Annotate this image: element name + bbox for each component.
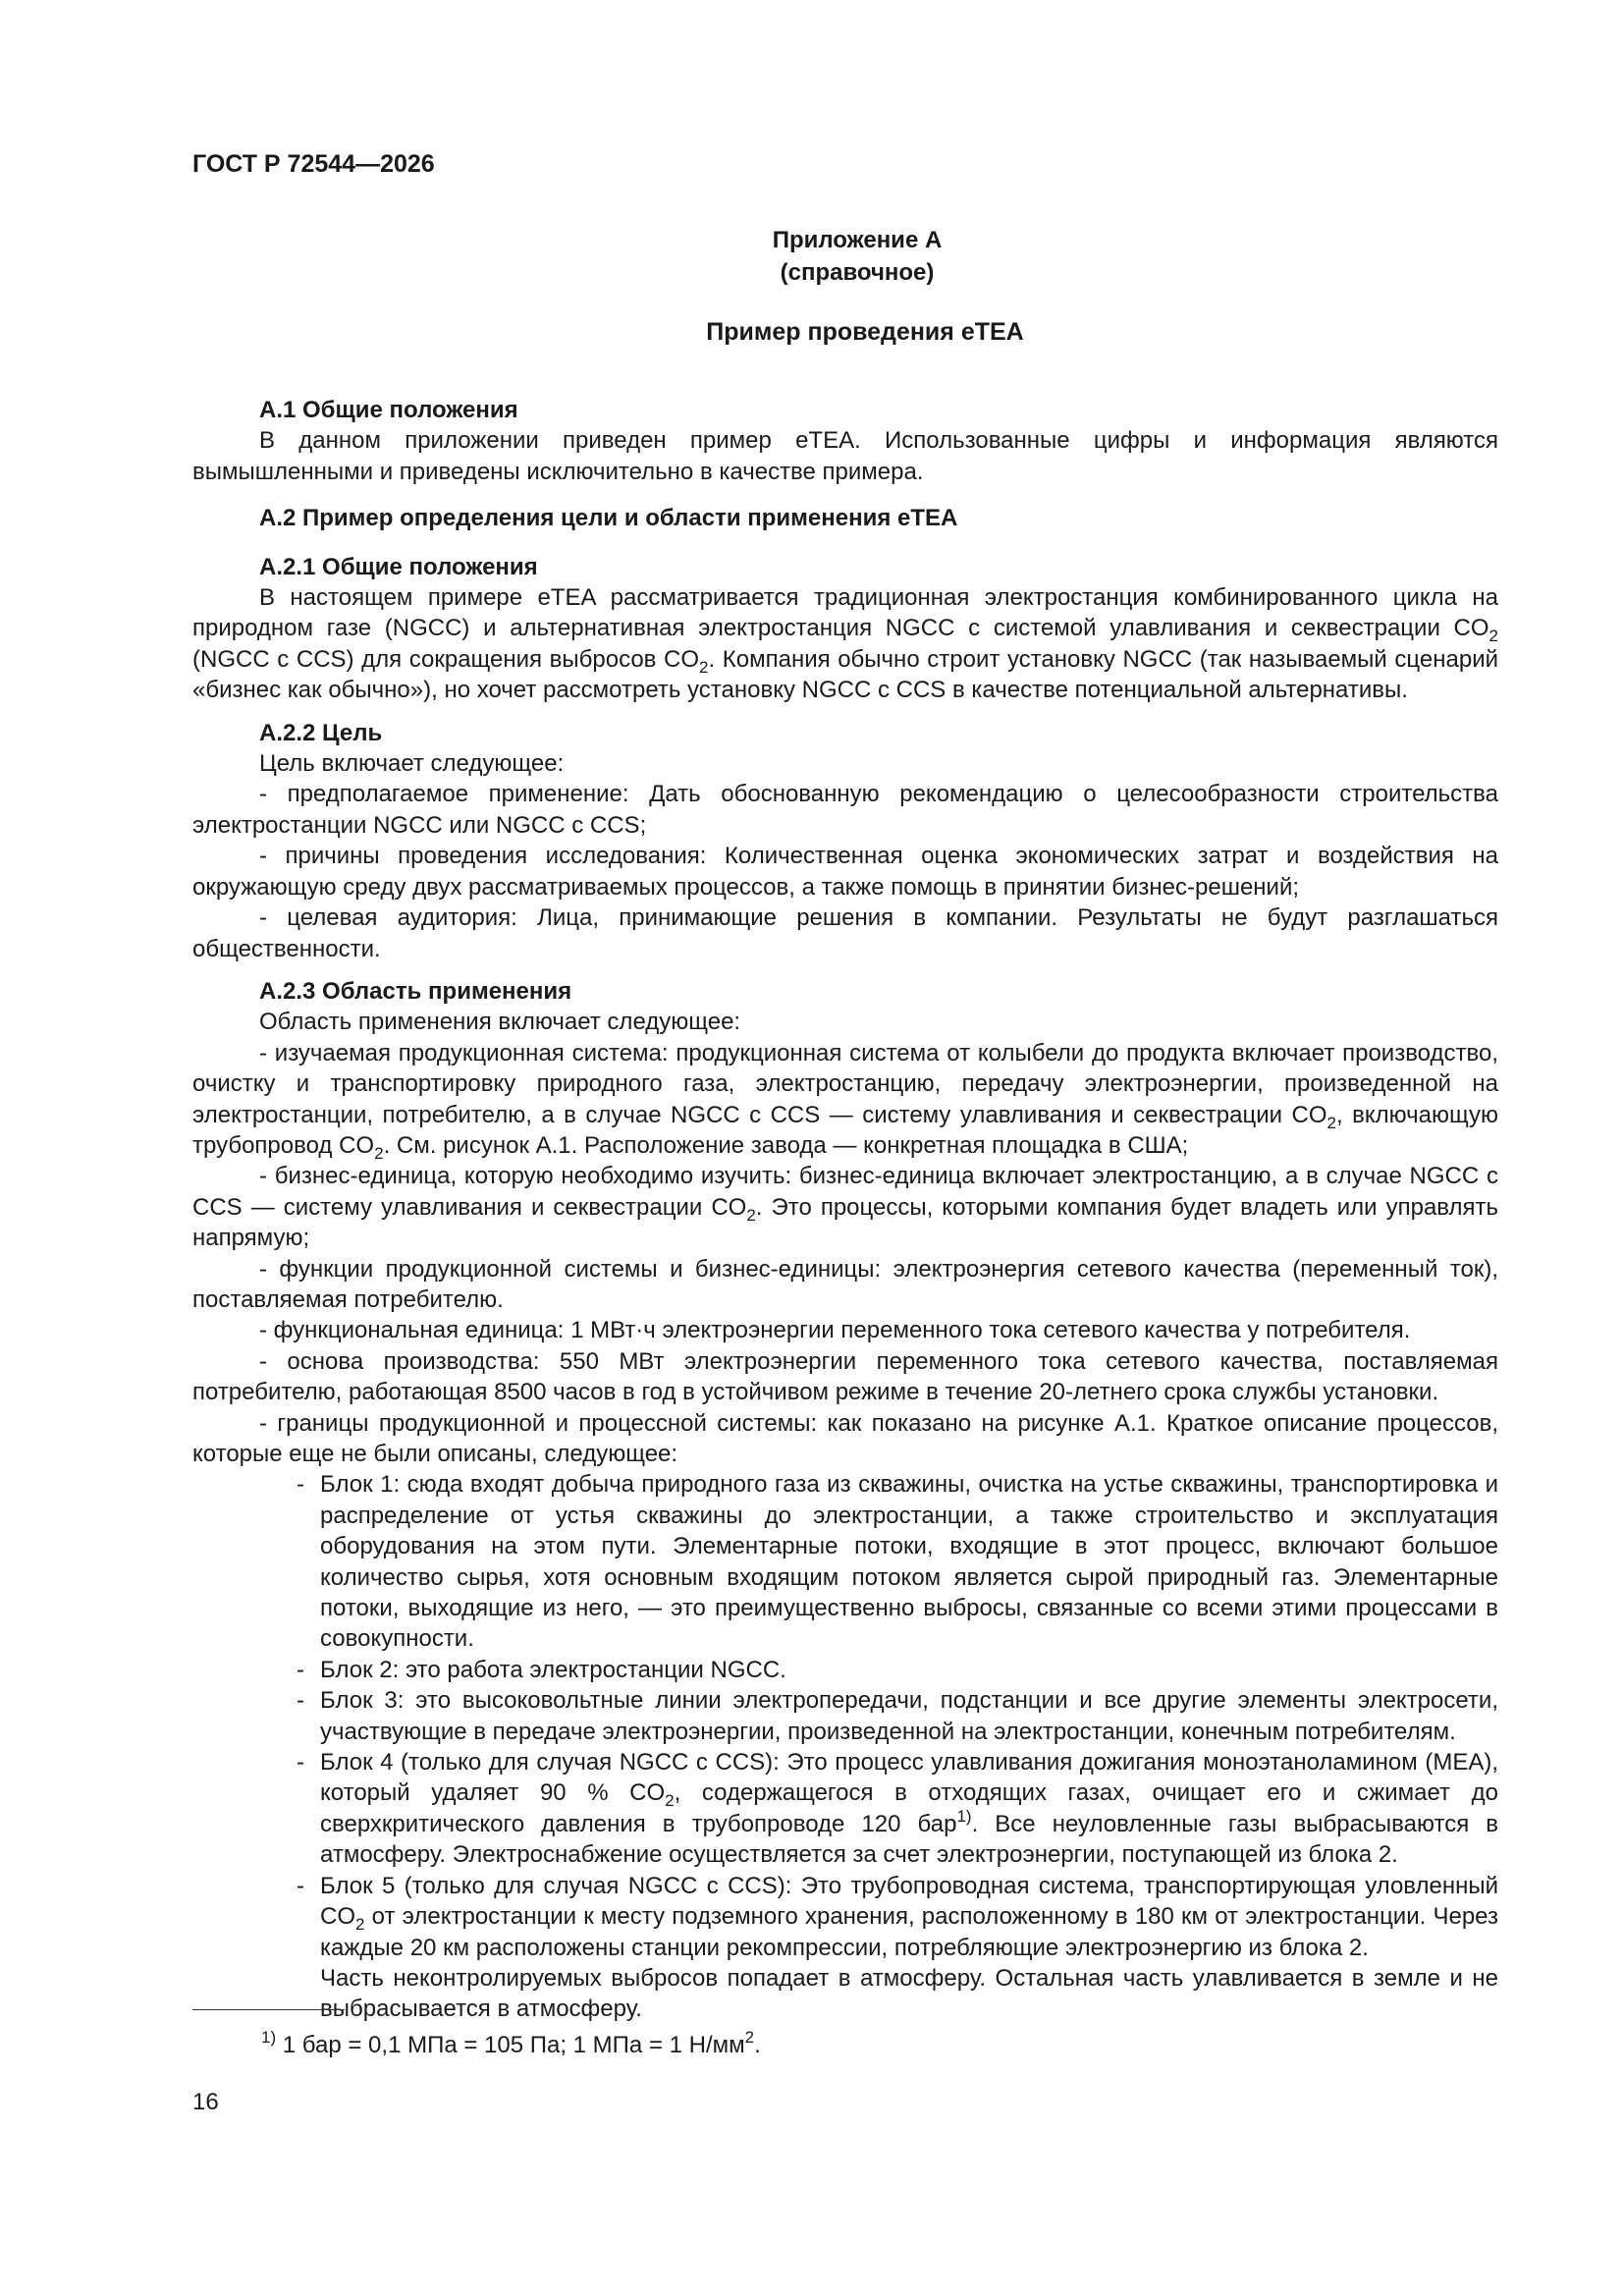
footnote-separator <box>192 2009 345 2010</box>
document-body <box>192 395 1498 2025</box>
block-continuation <box>297 1963 1498 2025</box>
section-a23-intro: Область применения включает следующее: <box>259 1009 741 1036</box>
goal-item: - предполагаемое применение: Дать обоснованную рекомендацию о целесообразности строительства электростанции NGCC или NGCC с CCS; <box>192 781 1498 839</box>
list-dash: - <box>297 1687 304 1715</box>
scope-item: - функции продукционной системы и бизнес-единицы: электроэнергия сетевого качества (переменный ток), поставляемая потребителю. <box>192 1255 1498 1313</box>
list-dash: - <box>297 1749 304 1777</box>
list-dash: - <box>297 1872 304 1899</box>
section-a2-heading: А.2 Пример определения цели и области применения eTEA <box>259 505 958 532</box>
superscript: 2 <box>744 2028 755 2047</box>
text-run: . Компания обычно строит установку NGCC (так называемый сценарий «бизнес как обычно»), но хочет рассмотреть установку NGCC с CCS в качестве потенциальной альтернативы. <box>192 645 1499 704</box>
scope-item: - границы продукционной и процессной системы: как показано на рисунке А.1. Краткое описание процессов, которые еще не были описаны, следующее: <box>192 1409 1498 1467</box>
section-a21-heading: А.2.1 Общие положения <box>259 553 538 580</box>
block-list <box>297 1469 1498 2024</box>
subscript: 2 <box>665 1791 675 1811</box>
text-run: . См. рисунок А.1. Расположение завода — конкретная площадка в США; <box>383 1131 1189 1159</box>
block-text: Блок 1: сюда входят добыча природного газа из скважины, очистка на устье скважины, транспортировка и распределение от устья скважины до электростанции, а также строительство и эксплуатация оборудования на этом пути. Элементарные потоки, входящие в этот процесс, включают большое количество сырья, хотя основным входящим потоком является сырой природный газ. Элементарные потоки, выходящие из него, — это преимущественно выбросы, связанные со всеми этими процессами в совокупности. <box>320 1471 1498 1653</box>
section-a1-text: В данном приложении приведен пример eTEA. Использованные цифры и информация являются вымышленными и приведены исключительно в качестве примера. <box>192 427 1498 485</box>
list-dash: - <box>297 1471 304 1499</box>
page-number: 16 <box>192 2089 219 2115</box>
section-a21-text <box>192 582 1498 706</box>
section-a23-heading: А.2.3 Область применения <box>259 977 572 1005</box>
scope-item <box>192 1038 1498 1162</box>
document-code: ГОСТ Р 72544—2026 <box>192 150 435 178</box>
footnote <box>261 2028 761 2060</box>
subscript: 2 <box>746 1205 756 1225</box>
text-run: . Все неуловленные газы выбрасываются в атмосферу. Электроснабжение осуществляется за счет электроэнергии, поступающей из блока 2. <box>320 1810 1498 1869</box>
footnote-mark: 1) <box>261 2028 277 2047</box>
text-run: Блок 5 (только для случая NGCC с CCS): Это трубопроводная система, транспортирующая уловленный CO <box>320 1872 1498 1931</box>
section-a22-intro: Цель включает следующее: <box>259 750 565 778</box>
text-run: - бизнес-единица, которую необходимо изучить: бизнес-единица включает электростанцию, а в случае NGCC с CCS — систему улавливания и секвестрации CO <box>192 1163 1498 1221</box>
block-item <box>297 1685 1498 1747</box>
text-run: . Это процессы, которыми компания будет владеть или управлять напрямую; <box>192 1193 1498 1252</box>
block-text: Часть неконтролируемых выбросов попадает в атмосферу. Остальная часть улавливается в земле и не выбрасывается в атмосферу. <box>320 1964 1498 2023</box>
subscript: 2 <box>355 1915 365 1935</box>
annex-subtitle: (справочное) <box>780 259 935 286</box>
block-item <box>297 1655 1498 1685</box>
main-title-text: Пример проведения eTEA <box>706 318 1024 346</box>
footnote-text: 1 бар = 0,1 МПа = 105 Па; 1 МПа = 1 Н/мм <box>276 2032 745 2058</box>
subscript: 2 <box>1326 1113 1336 1132</box>
goal-item: - целевая аудитория: Лица, принимающие решения в компании. Результаты не будут разглашаться общественности. <box>192 904 1498 962</box>
list-dash: - <box>297 1656 304 1683</box>
text-run: (NGCC с CCS) для сокращения выбросов CO <box>192 645 700 673</box>
block-item <box>297 1871 1498 1963</box>
subscript: 2 <box>374 1143 384 1163</box>
footnote-reference: 1) <box>956 1806 972 1826</box>
block-text: Блок 3: это высоковольтные линии электропередачи, подстанции и все другие элементы электросети, участвующие в передаче электроэнергии, произведенной на электростанции, конечным потребителям. <box>320 1687 1498 1745</box>
text-run: Блок 4 (только для случая NGCC с CCS): Это процесс улавливания дожигания моноэтаноламином (MEA), который удаляет 90 % CO <box>320 1749 1498 1807</box>
scope-item: - функциональная единица: 1 МВт·ч электроэнергии переменного тока сетевого качества у потребителя. <box>259 1317 1411 1344</box>
goal-item: - причины проведения исследования: Количественная оценка экономических затрат и воздействия на окружающую среду двух рассматриваемых процессов, а также помощь в принятии бизнес-решений; <box>192 843 1498 901</box>
section-a22-heading: А.2.2 Цель <box>259 719 383 746</box>
block-item <box>297 1469 1498 1654</box>
annex-heading <box>192 224 1498 289</box>
text-run: , содержащегося в отходящих газах, очищает его и сжимает до сверхкритического давления в трубопроводе 120 бар <box>320 1779 1498 1837</box>
block-text: Блок 2: это работа электростанции NGCC. <box>320 1656 786 1683</box>
text-run: от электростанции к месту подземного хранения, расположенному в 180 км от электростанции. Через каждые 20 км расположены станции рекомпрессии, потребляющие электроэнергию из блока 2. <box>320 1903 1498 1961</box>
text-run: - изучаемая продукционная система: продукционная система от колыбели до продукта включает производство, очистку и транспортировку природного газа, электростанцию, передачу электроэнергии, произведенной на электростанции, потребителю, а в случае NGCC с CCS — систему улавливания и секвестрации CO <box>192 1039 1498 1128</box>
subscript: 2 <box>699 657 709 677</box>
main-title <box>192 316 1498 348</box>
block-item <box>297 1747 1498 1871</box>
section-a1-heading: А.1 Общие положения <box>259 397 518 423</box>
text-run: , включающую трубопровод CO <box>192 1101 1498 1159</box>
subscript: 2 <box>1488 627 1498 646</box>
scope-item <box>192 1161 1498 1253</box>
scope-item: - основа производства: 550 МВт электроэнергии переменного тока сетевого качества, поставляемая потребителю, работающая 8500 часов в год в устойчивом режиме в течение 20-летнего срока службы установки. <box>192 1347 1498 1406</box>
annex-title: Приложение А <box>772 227 943 253</box>
footnote-end: . <box>754 2032 761 2058</box>
text-run: В настоящем примере eTEA рассматривается традиционная электростанция комбинированного цикла на природном газе (NGCC) и альтернативная электростанция NGCC с системой улавливания и секвестрации CO <box>192 584 1498 642</box>
